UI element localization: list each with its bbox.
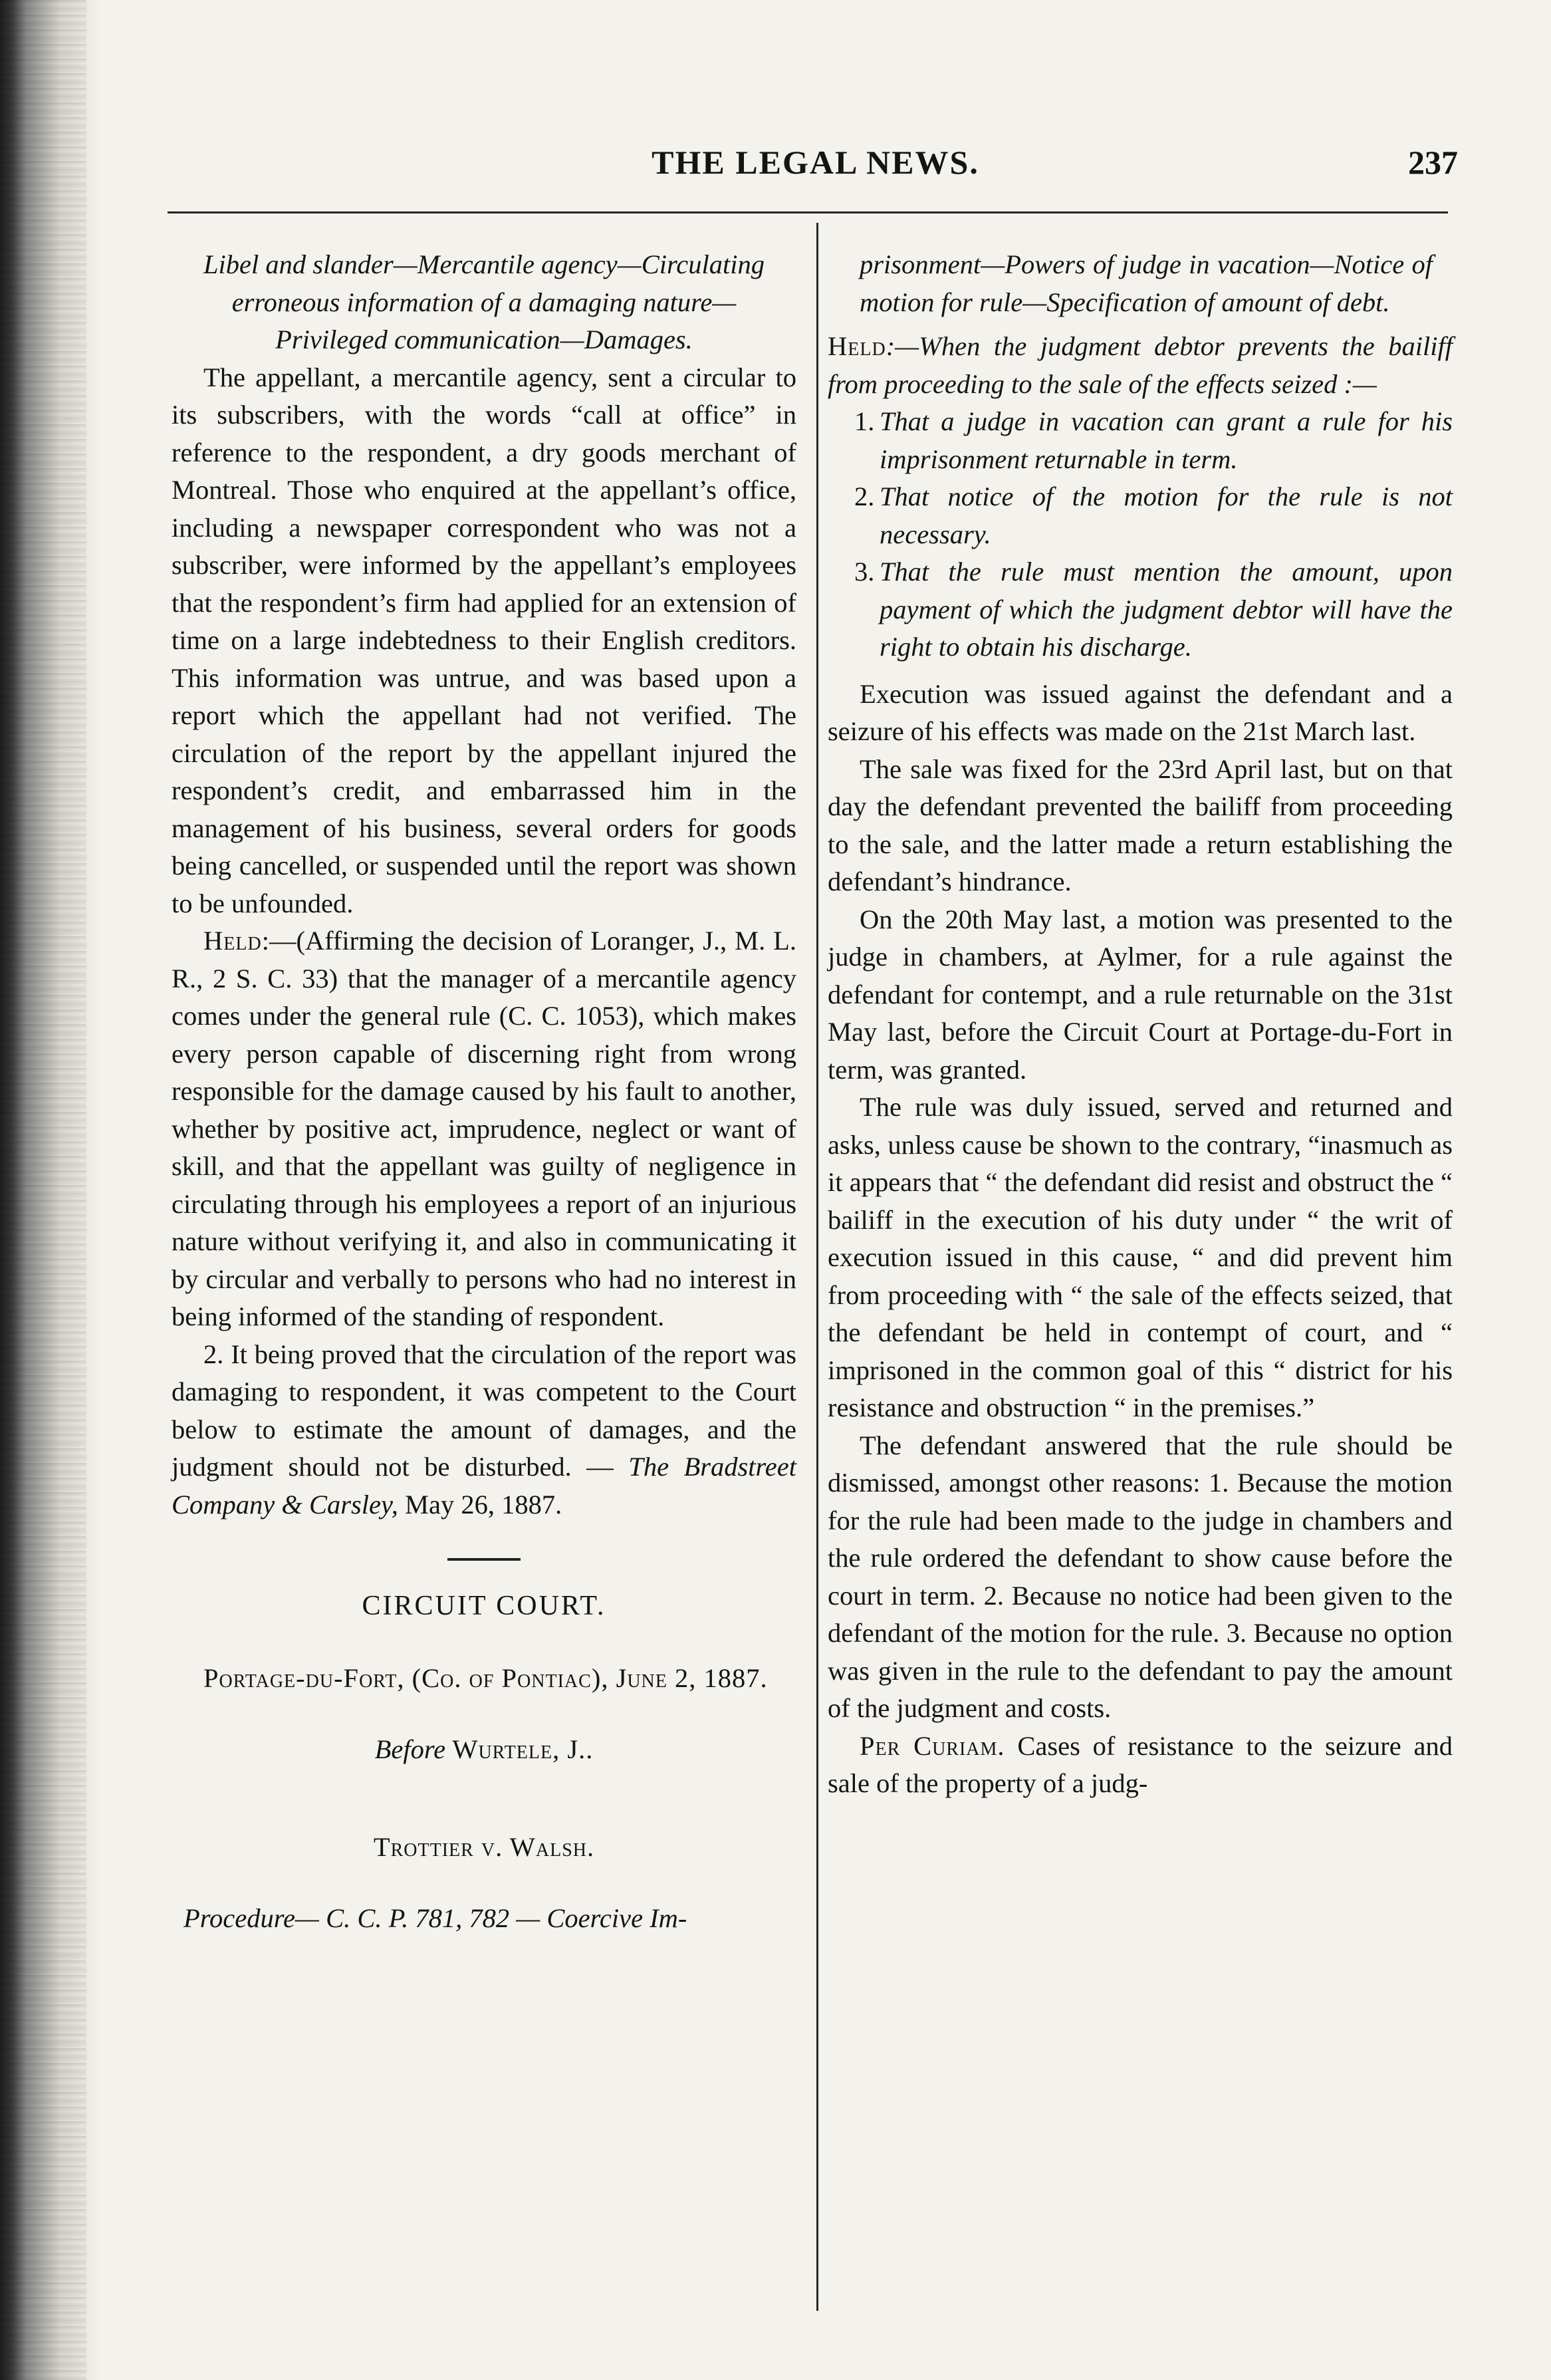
page-number: 237 [1408, 144, 1458, 181]
case1-syllabus: Libel and slander—Mercantile agency—Circulating erroneous information of a damaging nature—Privileged communication—Damages. [203, 249, 765, 354]
paragraph-sale: The sale was fixed for the 23rd April last, but on that day the defendant prevented the bailiff from proceeding to the sale, and the latter made a return establishing the defendant’s hindrance. [828, 753, 1453, 896]
paragraph-defence: The defendant answered that the rule should be dismissed, amongst other reasons: 1. Because the motion for the rule had been made to the judge in chambers and the rule ordered the defendant to show cause before the court in term. 2. Because no notice had been given to the defendant of the motion for the rule. 3. Because no option was given in the rule to the defendant to pay the amount of the judgment and costs. [828, 1430, 1453, 1723]
left-column [172, 246, 796, 1938]
page-edge-texture [0, 0, 86, 2380]
before-judge: Before Wurtele, J.. [374, 1734, 594, 1764]
running-header [173, 143, 1458, 196]
section-divider [447, 1558, 521, 1561]
case1-facts: The appellant, a mercantile agency, sent a circular to its subscribers, with the words “call at office” in reference to the respondent, a dry goods merchant of Montreal. Those who enquired at the appellant’s office, including a newspaper correspondent who was not a subscriber, were informed by the appellant’s employees that the respondent’s firm had applied for an extension of time on a large indebtedness to their English creditors. This information was untrue, and was based upon a report which the appellant had not verified. The circulation of the report by the appellant injured the respondent’s credit, and embarrassed him in the management of his business, several orders for goods being cancelled, or suspended until the report was shown to be unfounded. [172, 362, 796, 918]
held-point: 1. That a judge in vacation can grant a rule for his imprisonment returnable in term. [854, 406, 1453, 474]
right-column [828, 246, 1453, 1803]
court-place: Portage-du-Fort, (Co. of Pontiac), June 2, 1887. [203, 1662, 768, 1693]
held-point: 3. That the rule must mention the amount, upon payment of which the judgment debtor will have the right to obtain his discharge. [854, 557, 1453, 662]
case2-held-intro-text: :—When the judgment debtor prevents the bailiff from proceeding to the sale of the effects seized :— [828, 331, 1453, 399]
case1-held [172, 922, 796, 1336]
journal-title: THE LEGAL NEWS. [652, 144, 979, 181]
per-curiam-text: Cases of resistance to the seizure and sale of the property of a judg- [828, 1730, 1453, 1798]
case1-citation-date: May 26, 1887. [405, 1489, 562, 1520]
case1-point-2 [172, 1336, 796, 1524]
held-points-list [828, 403, 1453, 666]
held-label: Held [203, 926, 262, 956]
case1-citation: The Bradstreet Company & Carsley, [172, 1452, 797, 1520]
held-point: 2. That notice of the motion for the rule is not necessary. [854, 481, 1453, 549]
case2-syllabus-start: Procedure— C. C. P. 781, 782 — Coercive Im- [183, 1903, 687, 1933]
case-parties: Trottier v. Walsh. [373, 1832, 595, 1862]
header-rule [168, 211, 1448, 213]
paragraph-execution: Execution was issued against the defendant and a seizure of his effects was made on the 21st March last. [828, 678, 1453, 746]
column-divider [816, 223, 818, 2311]
case2-syllabus-cont: prisonment—Powers of judge in vacation—Notice of motion for rule—Specification of amount of debt. [860, 249, 1433, 317]
case2-held-intro [828, 328, 1453, 403]
case1-point-2-text: 2. It being proved that the circulation of the report was damaging to respondent, it was competent to the Court below to estimate the amount of damages, and the judgment should not be disturbed. — [172, 1339, 796, 1482]
paragraph-rule: The rule was duly issued, served and returned and asks, unless cause be shown to the contrary, “inasmuch as it appears that “ the defendant did resist and obstruct the “ bailiff in the execution of his duty under “ the writ of execution issued in this cause, “ and did prevent him from proceeding with “ the sale of the effects seized, that the defendant be held in contempt of court, and “ imprisoned in the common goal of this “ district for his resistance and obstruction “ in the premises.” [828, 1092, 1453, 1422]
held-label: Held [828, 331, 886, 361]
paragraph-per-curiam [828, 1728, 1453, 1803]
case1-held-text: :—(Affirming the decision of Loranger, J., M. L. R., 2 S. C. 33) that the manager of a mercantile agency comes under the general rule (C. C. 1053), which makes every person capable of discerning right from wrong responsible for the damage caused by his fault to another, whether by positive act, imprudence, neglect or want of skill, and that the appellant was guilty of negligence in circulating through his employees a report of an injurious nature without verifying it, and also in communicating it by circular and verbally to persons who had no interest in being informed of the standing of respondent. [172, 926, 796, 1331]
court-name: CIRCUIT COURT. [362, 1591, 606, 1621]
paragraph-motion: On the 20th May last, a motion was presented to the judge in chambers, at Aylmer, for a rule against the defendant for contempt, and a rule returnable on the 31st May last, before the Circuit Court at Portage-du-Fort in term, was granted. [828, 904, 1453, 1085]
per-curiam-label: Per Curiam. [860, 1730, 1005, 1761]
